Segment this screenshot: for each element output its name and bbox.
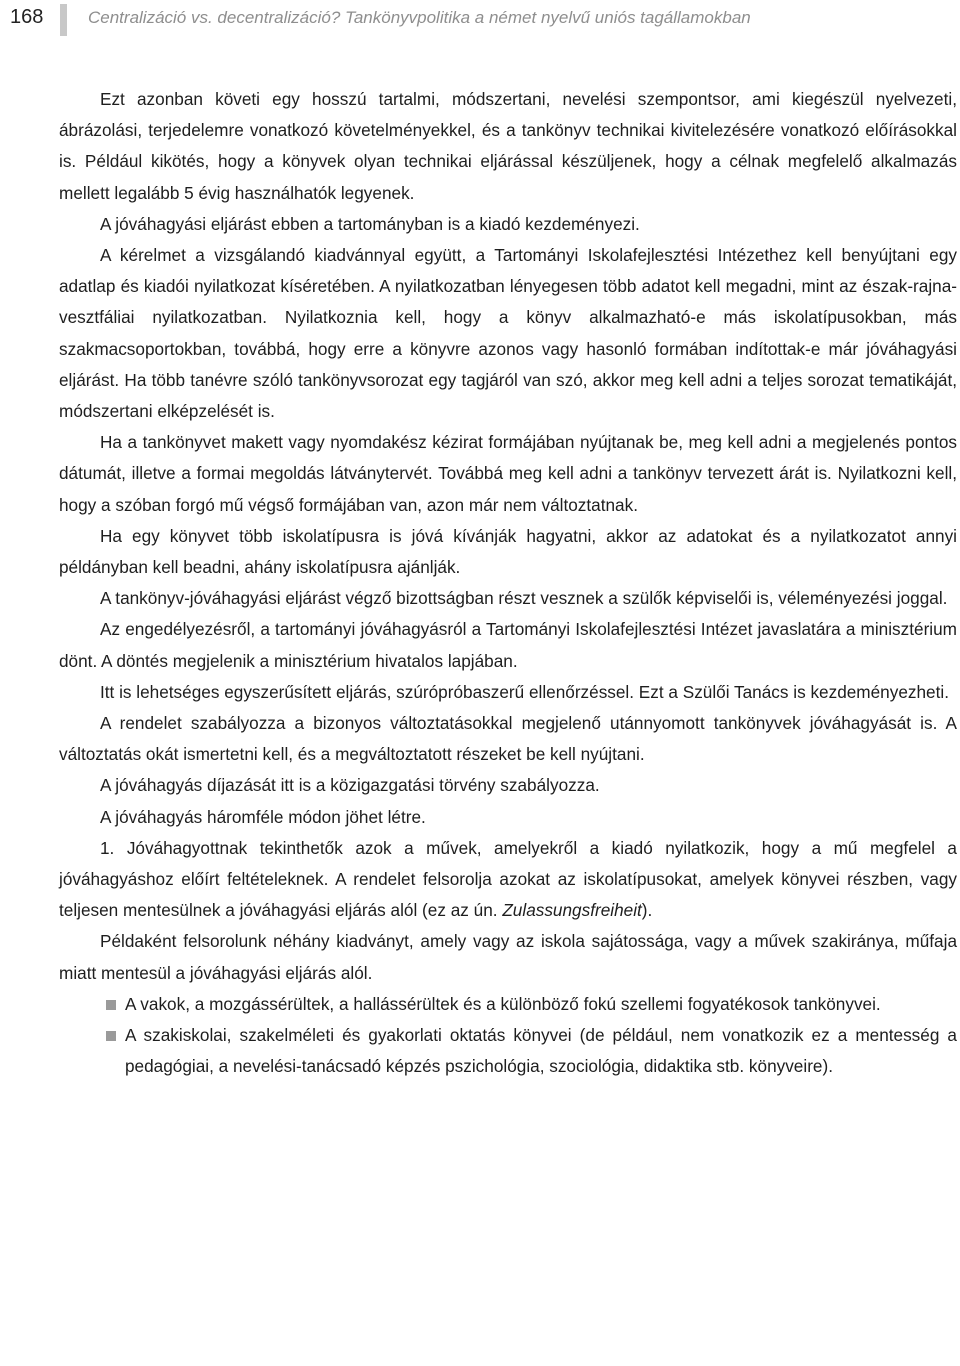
paragraph: A rendelet szabályozza a bizonyos változtatásokkal megjelenő utánnyomott tankönyvek jóváhagyását is. A változtatás okát ismertetni kell, és a megváltoztatott részeket be kell nyújtani. <box>59 713 957 765</box>
examples-intro: Példaként felsorolunk néhány kiadványt, amely vagy az iskola sajátossága, vagy a művek szakiránya, műfaja miatt mentesül a jóváhagyási eljárás alól. <box>59 931 957 983</box>
header-divider-bar <box>60 4 67 36</box>
italic-term: Zulassungsfreiheit <box>502 900 642 921</box>
numbered-text-before: 1. Jóváhagyottnak tekinthetők azok a művek, amelyekről a kiadó nyilatkozik, hogy a mű megfelel a jóváhagyáshoz előírt feltételeknek. A rendelet felsorolja azokat az iskolatípusokat, amelyek könyvei részben, vagy teljesen mentesülnek a jóváhagyási eljárás alól (ez az ún. <box>59 837 957 921</box>
square-bullet-icon <box>106 1031 116 1041</box>
paragraph: Ha a tankönyvet makett vagy nyomdakész kézirat formájában nyújtanak be, meg kell adni a megjelenés pontos dátumát, illetve a formai megoldás látványtervét. Továbbá meg kell adni a tankönyv tervezett árát is. Nyilatkozni kell, hogy a szóban forgó mű végső formájában van, azon már nem változtatnak. <box>59 432 957 515</box>
paragraph: Az engedélyezésről, a tartományi jóváhagyásról a Tartományi Iskolafejlesztési Intézet javaslatára a minisztérium dönt. A döntés megjelenik a minisztérium hivatalos lapjában. <box>59 619 957 671</box>
numbered-paragraph <box>59 833 957 927</box>
paragraph: A jóváhagyás háromféle módon jöhet létre. <box>100 806 426 827</box>
running-head: Centralizáció vs. decentralizáció? Tankönyvpolitika a német nyelvű uniós tagállamokban <box>88 8 751 27</box>
body-text <box>59 84 957 1083</box>
numbered-text-after: ). <box>641 900 653 921</box>
list-item <box>59 1020 957 1082</box>
paragraph: A tankönyv-jóváhagyási eljárást végző bizottságban részt vesznek a szülők képviselői is, véleményezési joggal. <box>100 588 948 609</box>
paragraph: Ezt azonban követi egy hosszú tartalmi, módszertani, nevelési szempontsor, ami kiegészül nyelvezeti, ábrázolási, terjedelemre vonatkozó követelményekkel, és a tankönyv technikai kivitelezésére vonatkozó előírásokkal is. Például kikötés, hogy a könyvek olyan technikai eljárással készüljenek, hogy a célnak megfelelő alkalmazás mellett legalább 5 évig használhatók legyenek. <box>59 89 957 203</box>
page-number: 168 <box>10 6 44 28</box>
list-item <box>59 989 957 1020</box>
paragraph: A jóváhagyás díjazását itt is a közigazgatási törvény szabályozza. <box>100 775 600 796</box>
exemption-list <box>59 989 957 1083</box>
paragraph: Ha egy könyvet több iskolatípusra is jóvá kívánják hagyatni, akkor az adatokat és a nyilatkozatot annyi példányban kell beadni, ahány iskolatípusra ajánlják. <box>59 525 957 578</box>
paragraph: Itt is lehetséges egyszerűsített eljárás, szúrópróbaszerű ellenőrzéssel. Ezt a Szülői Tanács is kezdeményezheti. <box>100 681 949 702</box>
paragraph: A jóváhagyási eljárást ebben a tartományban is a kiadó kezdeményezi. <box>100 213 640 234</box>
page-header <box>0 4 960 38</box>
square-bullet-icon <box>106 1000 116 1010</box>
paragraph: A kérelmet a vizsgálandó kiadvánnyal együtt, a Tartományi Iskolafejlesztési Intézethez kell benyújtani egy adatlap és kiadói nyilatkozat kíséretében. A nyilatkozatban lényegesen több adatot kell megadni, mint az észak-rajna-vesztfáliai nyilatkozatban. Nyilatkoznia kell, hogy a könyv alkalmazható-e más iskolatípusokban, más szakmacsoportokban, továbbá, hogy erre a könyvre azonos vagy hasonló formában indítottak-e már jóváhagyási eljárást. Ha több tanévre szóló tankönyvsorozat egy tagjáról van szó, akkor meg kell adni a teljes sorozat tematikáját, módszertani elképzelését is. <box>59 245 957 422</box>
list-item-text: A vakok, a mozgássérültek, a hallássérültek és a különböző fokú szellemi fogyatékosok tankönyvei. <box>125 993 881 1014</box>
list-item-text: A szakiskolai, szakelméleti és gyakorlati oktatás könyvei (de például, nem vonatkozik ez a mentesség a pedagógiai, a nevelési-tanácsadó képzés pszichológia, szociológia, didaktika stb. könyveire). <box>125 1025 957 1077</box>
